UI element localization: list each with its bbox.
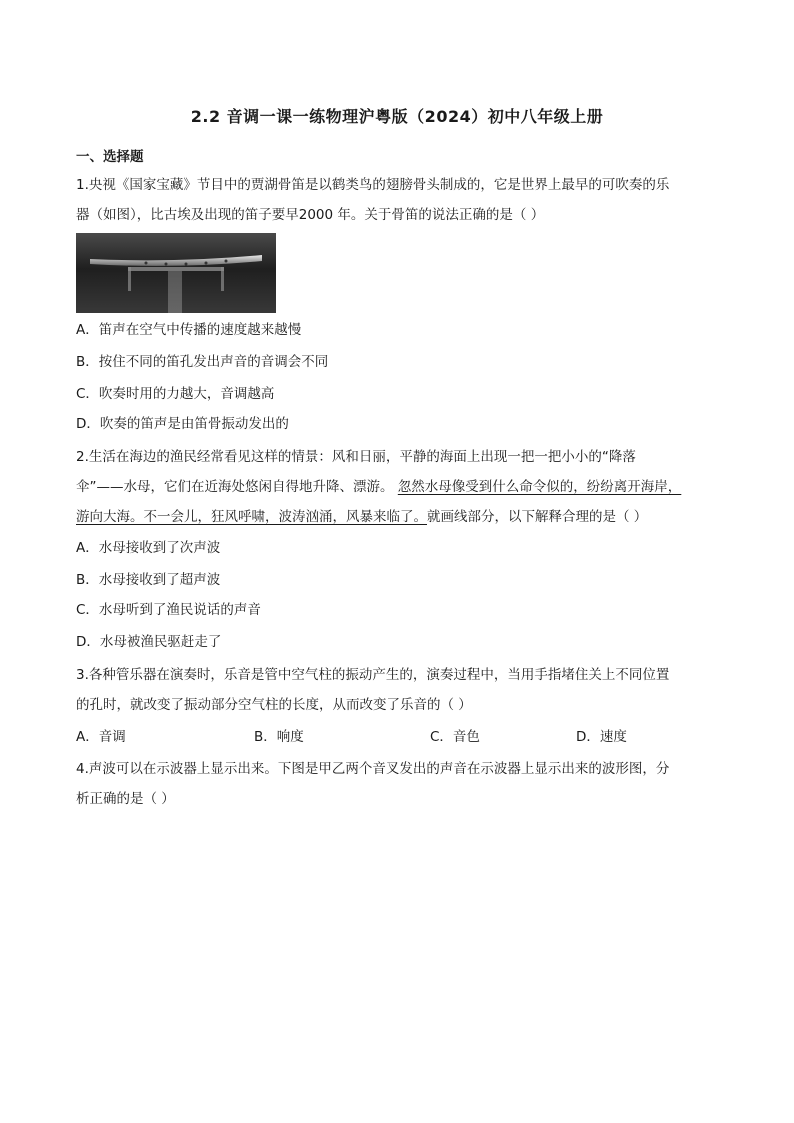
question-3-option-d[interactable]: D．速度	[576, 729, 627, 745]
question-2-line-1: 2.生活在海边的渔民经常看见这样的情景：风和日丽，平静的海面上出现一把一把小小的“降落	[76, 449, 636, 465]
question-2-underlined-part-1: 忽然水母像受到什么命令似的，纷纷离开海岸，	[397, 479, 682, 495]
question-1-option-b[interactable]: B．按住不同的笛孔发出声音的音调会不同	[76, 354, 329, 370]
question-2-line-2-plain: 伞”——水母，它们在近海处悠闲自得地升降、漂游。	[76, 479, 394, 495]
question-1-line-2: 器（如图），比古埃及出现的笛子要早2000 年。关于骨笛的说法正确的是（ ）	[76, 207, 545, 223]
question-2-line-2	[76, 472, 726, 502]
question-2-line-3-plain: 就画线部分，以下解释合理的是（ ）	[427, 509, 648, 525]
question-1-option-c[interactable]: C．吹奏时用的力越大，音调越高	[76, 386, 275, 402]
question-2-line-3	[76, 502, 726, 532]
question-4-line-1: 4.声波可以在示波器上显示出来。下图是甲乙两个音叉发出的声音在示波器上显示出来的波形图，分	[76, 761, 670, 777]
question-2-option-d[interactable]: D．水母被渔民驱赶走了	[76, 634, 222, 650]
question-3	[76, 660, 726, 720]
bone-flute-photo	[76, 233, 276, 313]
question-4	[76, 754, 726, 814]
question-3-options	[76, 725, 716, 745]
page-title: 2.2 音调一课一练物理沪粤版（2024）初中八年级上册	[190, 107, 604, 126]
question-4-line-2: 析正确的是（ ）	[76, 791, 175, 807]
question-3-line-1: 3.各种管乐器在演奏时，乐音是管中空气柱的振动产生的，演奏过程中，当用手指堵住关上不同位置	[76, 667, 670, 683]
question-1-option-a[interactable]: A．笛声在空气中传播的速度越来越慢	[76, 322, 302, 338]
question-2-option-a[interactable]: A．水母接收到了次声波	[76, 540, 221, 556]
question-3-option-c[interactable]: C．音色	[430, 729, 480, 745]
question-2-option-b[interactable]: B．水母接收到了超声波	[76, 572, 221, 588]
question-1-line-1: 1.央视《国家宝藏》节目中的贾湖骨笛是以鹤类鸟的翅膀骨头制成的，它是世界上最早的可吹奏的乐	[76, 177, 670, 193]
question-1	[76, 170, 726, 230]
question-3-line-2: 的孔时，就改变了振动部分空气柱的长度，从而改变了乐音的（ ）	[76, 697, 472, 713]
question-3-option-a[interactable]: A．音调	[76, 729, 126, 745]
section-heading: 一、选择题	[76, 149, 144, 165]
question-3-option-b[interactable]: B．响度	[254, 729, 304, 745]
question-2	[76, 442, 726, 532]
question-2-option-c[interactable]: C．水母听到了渔民说话的声音	[76, 602, 261, 618]
question-2-underlined-part-2: 游向大海。不一会儿，狂风呼啸，波涛汹涌，风暴来临了。	[76, 509, 427, 525]
question-1-option-d[interactable]: D．吹奏的笛声是由笛骨振动发出的	[76, 416, 289, 432]
